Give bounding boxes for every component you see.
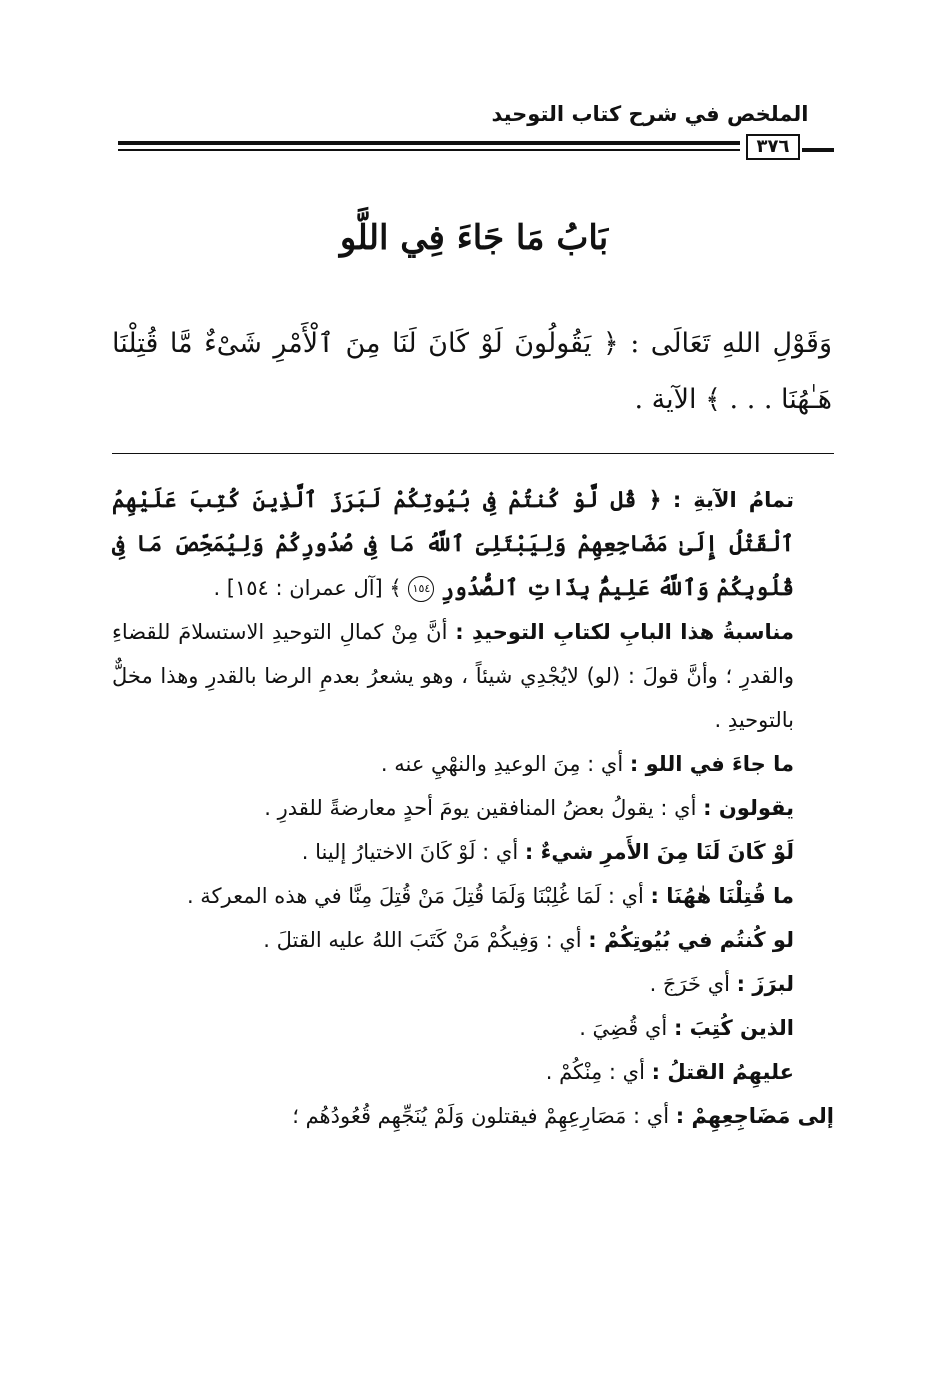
gloss-term: لبرَزَ : xyxy=(736,972,794,996)
header-rule-right xyxy=(802,148,834,152)
gloss-item xyxy=(112,786,834,830)
header-rule xyxy=(118,141,740,145)
page-number: ٣٧٦ xyxy=(746,134,800,160)
commentary xyxy=(112,478,834,1138)
gloss-text: أي : وَفِيكُمْ مَنْ كَتَبَ اللهُ عليه القتلَ . xyxy=(263,928,582,952)
gloss-item xyxy=(112,874,834,918)
gloss-item xyxy=(112,742,834,786)
gloss-item xyxy=(112,918,834,962)
footnote-divider xyxy=(112,453,834,454)
gloss-item xyxy=(112,962,834,1006)
complete-verse-ref: ﴾ [آل عمران : ١٥٤] . xyxy=(213,576,402,600)
gloss-text: أي : مِنْكُمْ . xyxy=(545,1060,645,1084)
gloss-text: أي : لَمَا غُلِبْنَا وَلَمَا قُتِلَ مَنْ قُتِلَ مِنَّا في هذه المعركة . xyxy=(186,884,644,908)
verse-block xyxy=(112,316,832,428)
gloss-term: الذين كُتِبَ : xyxy=(673,1016,794,1040)
ayah-number-icon: ١٥٤ xyxy=(408,576,434,602)
verse-text: ﴿ يَقُولُونَ لَوْ كَانَ لَنَا مِنَ ٱلْأَمْرِ شَىْءٌ مَّا قُتِلْنَا هَـٰهُنَا . . . ﴾ xyxy=(112,328,832,415)
running-title: الملخص في شرح كتاب التوحيد xyxy=(491,102,809,126)
relevance-label: مناسبةُ هذا البابِ لكتابِ التوحيدِ : xyxy=(455,620,794,644)
gloss-term: إلى مَضَاجِعِهِمْ : xyxy=(675,1104,834,1128)
gloss-text: أي : مِنَ الوعيدِ والنهْيِ عنه . xyxy=(380,752,624,776)
verse-intro: وَقَوْلِ اللهِ تَعَالَى : xyxy=(630,328,832,359)
complete-verse-paragraph xyxy=(112,478,834,610)
gloss-text: أي : لَوْ كَانَ الاختيارُ إلينا . xyxy=(301,840,519,864)
gloss-item xyxy=(112,830,834,874)
gloss-term: ما جاءَ في اللو : xyxy=(629,752,794,776)
chapter-title: بَابُ مَا جَاءَ فِي اللَّو xyxy=(339,218,609,258)
verse-suffix: الآية . xyxy=(634,384,697,415)
gloss-term: عليهِمُ القتلُ : xyxy=(651,1060,794,1084)
header-rule-thin xyxy=(118,149,740,151)
relevance-paragraph xyxy=(112,610,834,742)
gloss-term: يقولون : xyxy=(703,796,794,820)
gloss-text: أي : مَصَارِعِهِمْ فيقتلون وَلَمْ يُنَجِّهِم قُعُودُهُم ؛ xyxy=(292,1104,670,1128)
gloss-term: لَوْ كَانَ لَنَا مِنَ الأَمرِ شيءٌ : xyxy=(524,840,794,864)
gloss-item xyxy=(112,1050,834,1094)
gloss-term: لو كُنتُم في بُيُوتِكُمْ : xyxy=(588,928,794,952)
gloss-text: أي : يقولُ بعضُ المنافقين يومَ أحدٍ معارضةً للقدرِ . xyxy=(264,796,697,820)
complete-verse-text: ﴿ قُل لَّوْ كُنتُمْ فِى بُيُوتِكُمْ لَبَرَزَ ٱلَّذِينَ كُتِبَ عَلَيْهِمُ ٱلْقَتْلُ إِلَىٰ مَضَاجِعِهِمْ وَلِيَبْتَلِىَ ٱللَّهُ مَا فِى صُدُورِكُمْ وَلِيُمَحِّصَ مَا فِى قُلُوبِكُمْ وَٱللَّهُ عَلِيمٌۢ بِذَاتِ ٱلصُّدُورِ xyxy=(112,487,794,601)
gloss-item xyxy=(112,1006,834,1050)
gloss-item xyxy=(112,1094,834,1138)
complete-label: تمامُ الآيةِ : xyxy=(672,488,794,512)
relevance-text: أنَّ مِنْ كمالِ التوحيدِ الاستسلامَ للقضاءِ والقدرِ ؛ وأنَّ قولَ : (لو) لايُجْدِي شيئاً ، وهو يشعرُ بعدمِ الرضا بالقدرِ وهذا مخلٌّ بالتوحيدِ . xyxy=(112,620,794,732)
gloss-term: ما قُتِلْنَا هٰهُنَا : xyxy=(650,884,794,908)
gloss-text: أي قُضِيَ . xyxy=(579,1016,668,1040)
gloss-text: أي خَرَجَ . xyxy=(649,972,730,996)
